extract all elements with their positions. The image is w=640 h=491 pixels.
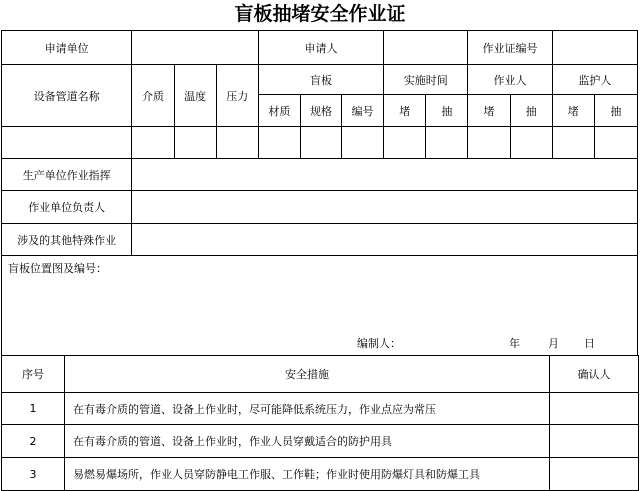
supervisor-block-header: 堵 — [552, 95, 594, 127]
applicant-unit-label: 申请单位 — [2, 31, 132, 65]
entry-cell[interactable] — [552, 127, 594, 159]
other-special-field[interactable] — [132, 224, 638, 256]
material-header: 材质 — [258, 95, 300, 127]
measure-no: 1 — [2, 393, 65, 425]
entry-cell[interactable] — [300, 127, 341, 159]
entry-cell[interactable] — [342, 127, 384, 159]
entry-cell[interactable] — [594, 127, 637, 159]
temperature-header: 温度 — [174, 65, 216, 127]
entry-cell[interactable] — [426, 127, 468, 159]
confirm-field[interactable] — [550, 425, 639, 458]
month-label: 月 — [548, 337, 559, 350]
measure-text: 易燃易爆场所，作业人员穿防静电工作服、工作鞋；作业时使用防爆灯具和防爆工具 — [65, 458, 550, 491]
measure-text: 在有毒介质的管道、设备上作业时，尽可能降低系统压力，作业点应为常压 — [65, 393, 550, 425]
prod-commander-label: 生产单位作业指挥 — [2, 159, 132, 191]
confirm-field[interactable] — [550, 393, 639, 425]
supervisor-header: 监护人 — [552, 65, 637, 95]
table-row — [2, 393, 639, 425]
impl-time-header: 实施时间 — [384, 65, 468, 95]
applicant-label: 申请人 — [258, 31, 383, 65]
applicant-unit-field[interactable] — [132, 31, 258, 65]
confirm-field[interactable] — [550, 458, 639, 491]
number-header: 编号 — [342, 95, 384, 127]
supervisor-remove-header: 抽 — [594, 95, 637, 127]
col-no-header: 序号 — [2, 356, 65, 393]
measure-text: 在有毒介质的管道、设备上作业时，作业人员穿戴适合的防护用具 — [65, 425, 550, 458]
permit-no-field[interactable] — [552, 31, 637, 65]
table-row — [2, 458, 639, 491]
table-row — [2, 425, 639, 458]
worker-block-header: 堵 — [468, 95, 510, 127]
col-confirm-header: 确认人 — [550, 356, 639, 393]
document-title: 盲板抽堵安全作业证 — [234, 3, 406, 25]
medium-header: 介质 — [132, 65, 174, 127]
diagram-label: 盲板位置图及编号： — [8, 262, 107, 275]
worker-remove-header: 抽 — [510, 95, 552, 127]
other-special-label: 涉及的其他特殊作业 — [2, 224, 132, 256]
entry-cell[interactable] — [468, 127, 510, 159]
impl-block-header: 堵 — [384, 95, 426, 127]
blind-diagram-area[interactable] — [2, 256, 638, 356]
worker-header: 作业人 — [468, 65, 552, 95]
entry-cell[interactable] — [174, 127, 216, 159]
entry-cell[interactable] — [258, 127, 300, 159]
year-label: 年 — [509, 337, 520, 350]
safety-measures-table — [1, 355, 639, 491]
prod-commander-field[interactable] — [132, 159, 638, 191]
equipment-header: 设备管道名称 — [2, 65, 132, 127]
day-label: 日 — [584, 337, 595, 350]
permit-table — [1, 30, 638, 356]
data-entry-row — [2, 127, 638, 159]
entry-cell[interactable] — [216, 127, 258, 159]
entry-cell[interactable] — [384, 127, 426, 159]
impl-remove-header: 抽 — [426, 95, 468, 127]
col-measure-header: 安全措施 — [65, 356, 550, 393]
work-leader-label: 作业单位负责人 — [2, 191, 132, 224]
pressure-header: 压力 — [216, 65, 258, 127]
entry-cell[interactable] — [510, 127, 552, 159]
permit-no-label: 作业证编号 — [468, 31, 552, 65]
blind-header: 盲板 — [258, 65, 383, 95]
applicant-field[interactable] — [384, 31, 468, 65]
spec-header: 规格 — [300, 95, 341, 127]
work-leader-field[interactable] — [132, 191, 638, 224]
entry-cell[interactable] — [132, 127, 174, 159]
measure-no: 2 — [2, 425, 65, 458]
compiler-label: 编制人： — [357, 337, 401, 350]
entry-cell[interactable] — [2, 127, 132, 159]
measure-no: 3 — [2, 458, 65, 491]
